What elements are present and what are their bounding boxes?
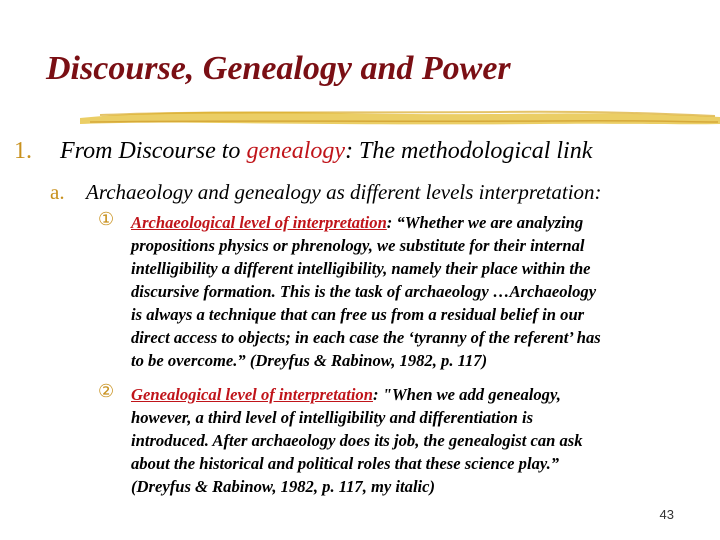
quote-line: however, a third level of intelligibility and differentiation is: [131, 408, 534, 427]
quote-genealogical: [131, 383, 706, 498]
heading-level-1: [14, 138, 592, 165]
heading-1-number: 1.: [14, 138, 32, 164]
quote-line: propositions physics or phrenology, we substitute for their internal: [131, 236, 585, 255]
heading-1-suffix: : The methodological link: [345, 138, 593, 164]
quote-line: is always a technique that can free us from a residual belief in our: [131, 305, 585, 324]
quote-line: to be overcome.” (Dreyfus & Rabinow, 1982, p. 117): [131, 351, 488, 370]
quote-line: (Dreyfus & Rabinow, 1982, p. 117, my italic): [131, 477, 436, 496]
heading-2-number: a.: [50, 180, 65, 204]
title-underline-brushstroke: [80, 104, 720, 130]
slide-title: Discourse, Genealogy and Power: [46, 50, 511, 87]
heading-1-prefix: From Discourse to: [60, 138, 241, 164]
quote-archaeological: [131, 211, 706, 372]
quote-line: about the historical and political roles that these science play.”: [131, 454, 560, 473]
quote-line: [131, 383, 706, 406]
quote-line: direct access to objects; in each case the ‘tyranny of the referent’ has: [131, 328, 601, 347]
quote-line: [131, 211, 706, 234]
heading-2-text: Archaeology and genealogy as different levels interpretation:: [86, 180, 602, 204]
heading-1-highlight: genealogy: [246, 138, 346, 164]
term-archaeological: Archaeological level of interpretation: [131, 213, 387, 232]
quote-line: intelligibility a different intelligibility, namely their place within the: [131, 259, 591, 278]
quote-text: : “Whether we are analyzing: [386, 213, 584, 232]
page-number: 43: [659, 507, 674, 522]
quote-text: : "When we add genealogy,: [372, 385, 561, 404]
circled-two-marker: ②: [98, 381, 115, 401]
heading-level-2: [50, 180, 602, 205]
quote-line: discursive formation. This is the task of archaeology …Archaeology: [131, 282, 597, 301]
circled-one-marker: ①: [98, 209, 115, 229]
quote-line: introduced. After archaeology does its job, the genealogist can ask: [131, 431, 583, 450]
term-genealogical: Genealogical level of interpretation: [131, 385, 373, 404]
